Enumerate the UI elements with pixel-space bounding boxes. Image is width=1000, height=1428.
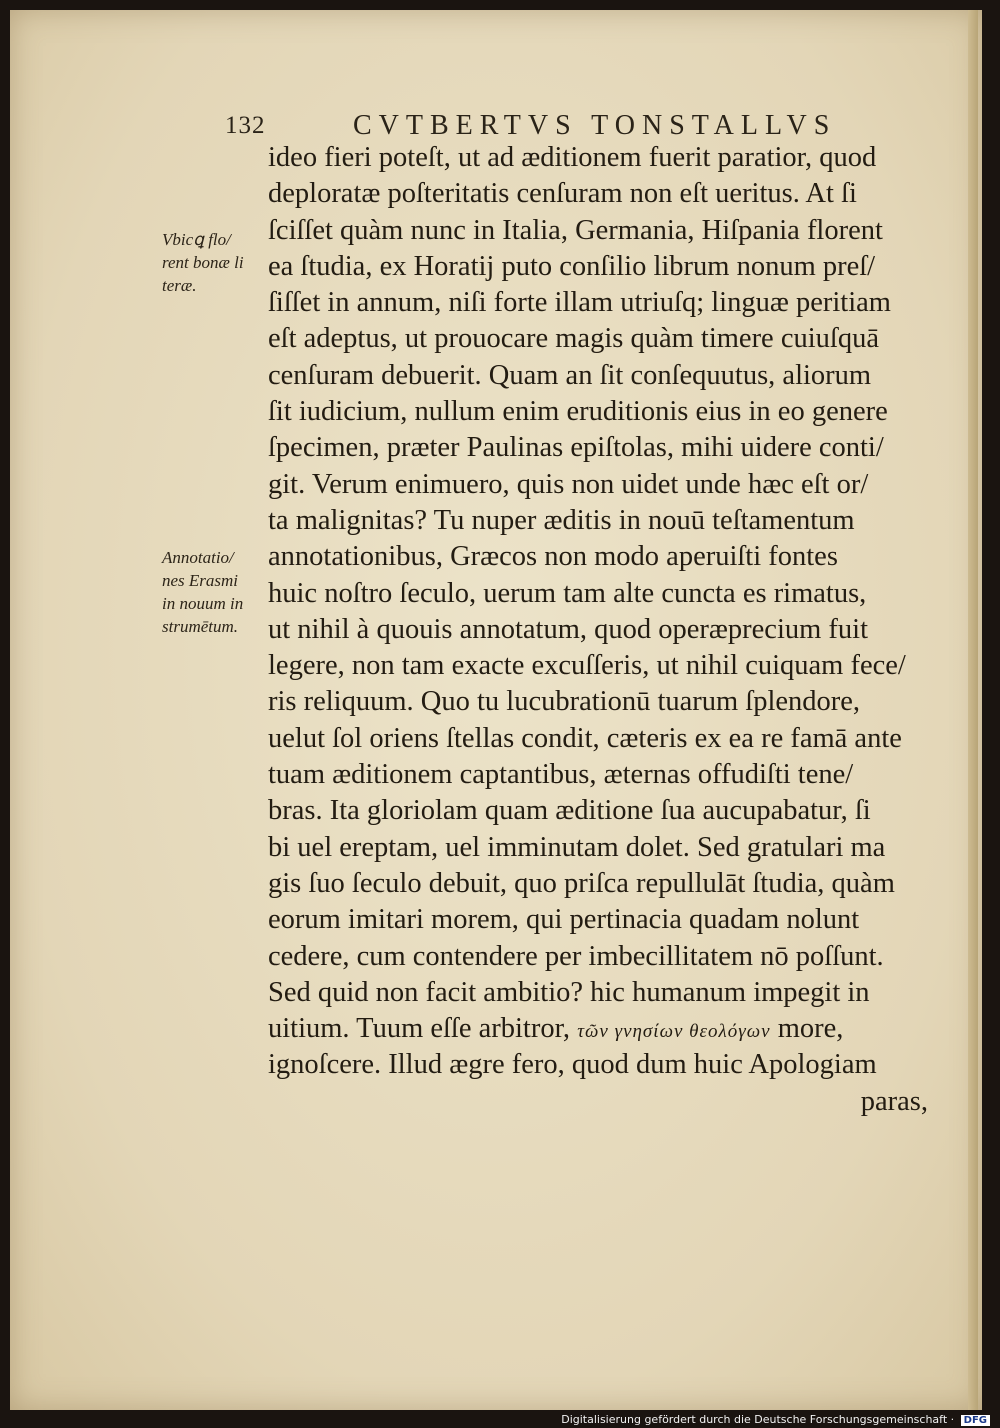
text-line: ta malignitas? Tu nuper æditis in nouū teſtamentum <box>268 504 855 536</box>
text-line: ſit iudicium, nullum enim eruditionis eius in eo genere <box>268 396 888 428</box>
main-text-block <box>268 140 928 1120</box>
dfg-logo: DFG <box>961 1415 990 1426</box>
text-line: ſpecimen, præter Paulinas epiſtolas, mihi uidere conti/ <box>268 432 884 464</box>
text-line: eſt adeptus, ut prouocare magis quàm timere cuiuſquā <box>268 323 879 355</box>
text-line-with-greek <box>268 1011 928 1047</box>
text-line: annotationibus, Græcos non modo aperuiſti fontes <box>268 541 838 573</box>
text-line: deploratæ poſteritatis cenſuram non eſt ueritus. At ſi <box>268 178 857 210</box>
marginal-line: in nouum in <box>162 594 244 613</box>
marginal-note-1 <box>162 228 272 297</box>
digitization-footer: Digitalisierung gefördert durch die Deutsche Forschungsgemeinschaft · DFG <box>561 1413 990 1426</box>
text-line: eorum imitari morem, qui pertinacia quadam nolunt <box>268 904 860 936</box>
text-line: bras. Ita gloriolam quam æditione ſua aucupabatur, ſi <box>268 795 871 827</box>
text-line: ideo fieri poteſt, ut ad æditionem fuerit paratior, quod <box>268 142 877 173</box>
text-line: Sed quid non facit ambitio? hic humanum impegit in <box>268 976 870 1008</box>
greek-phrase: τῶν γνησίων θεολόγων <box>577 1021 771 1043</box>
text-line: ſciſſet quàm nunc in Italia, Germania, Hiſpania florent <box>268 214 883 246</box>
marginal-note-2 <box>162 546 272 638</box>
marginal-line: strumētum. <box>162 617 239 636</box>
text-line: ignoſcere. Illud ægre fero, quod dum huic Apologiam <box>268 1049 877 1081</box>
text-segment: more, <box>770 1013 844 1045</box>
text-line: tuam æditionem captantibus, æternas offudiſti tene/ <box>268 759 854 791</box>
text-line: gis ſuo ſeculo debuit, quo priſca repullulāt ſtudia, quàm <box>268 867 895 899</box>
text-line: bi uel ereptam, uel imminutam dolet. Sed gratulari ma <box>268 831 886 863</box>
text-line: uelut ſol oriens ſtellas condit, cæteris ex ea re famā ante <box>268 722 902 754</box>
running-title: CVTBERTVS TONSTALLVS <box>353 110 837 141</box>
text-segment: uitium. Tuum eſſe arbitror, <box>268 1013 571 1045</box>
text-line: cedere, cum contendere per imbecillitatem nō poſſunt. <box>268 940 884 972</box>
text-line: ris reliquum. Quo tu lucubrationū tuarum ſplendore, <box>268 686 861 718</box>
footer-text: Digitalisierung gefördert durch die Deutsche Forschungsgemeinschaft <box>561 1413 948 1426</box>
text-line: ſiſſet in annum, niſi forte illam utriuſq; linguæ peritiam <box>268 287 891 319</box>
text-line: huic noſtro ſeculo, uerum tam alte cuncta es rimatus, <box>268 577 867 609</box>
text-line: cenſuram debuerit. Quam an ſit conſequutus, aliorum <box>268 359 872 391</box>
page-number: 132 <box>225 112 266 139</box>
marginal-line: teræ. <box>162 276 197 295</box>
marginal-line: rent bonæ li <box>162 253 244 272</box>
text-line: git. Verum enimuero, quis non uidet unde hæc eſt or/ <box>268 468 869 500</box>
text-line: ea ſtudia, ex Horatij puto conſilio librum nonum preſ/ <box>268 250 876 282</box>
marginal-line: Vbicꝗ flo/ <box>162 230 231 249</box>
page-edge <box>968 10 978 1410</box>
text-line: legere, non tam exacte excuſſeris, ut nihil cuiquam fece/ <box>268 650 906 682</box>
text-line-catchword: paras, <box>860 1085 928 1117</box>
marginal-line: nes Erasmi <box>162 571 239 590</box>
text-line: ut nihil à quouis annotatum, quod operæprecium fuit <box>268 613 868 645</box>
marginal-line: Annotatio/ <box>162 548 234 567</box>
